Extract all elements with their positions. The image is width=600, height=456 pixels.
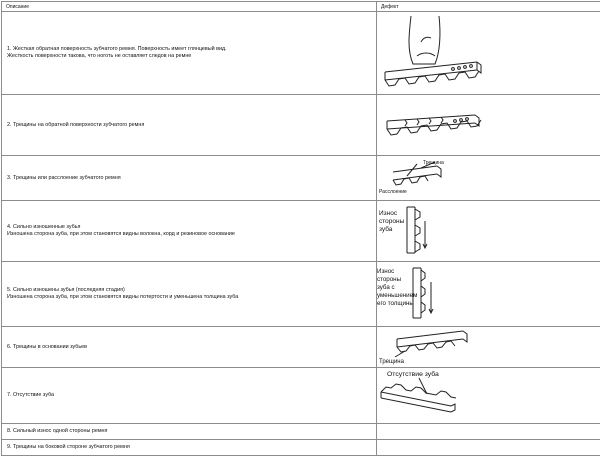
delamination-illustration	[377, 156, 600, 200]
header-description: Описание	[2, 2, 377, 12]
defect-illustration-cell	[377, 262, 600, 327]
worn-teeth-illustration	[377, 201, 600, 261]
defect-illustration-cell	[377, 95, 600, 156]
description-line: Изношена сторона зуба, при этом становятся видны волокна, корд и резиновое основание	[7, 231, 376, 238]
description-line: 4. Сильно изношенные зубья	[7, 224, 376, 231]
defect-illustration-cell	[377, 327, 600, 368]
row-description	[2, 424, 377, 440]
table-row	[2, 327, 600, 368]
missing-tooth-illustration	[377, 368, 600, 423]
description-line: 8. Сильный износ одной стороны ремня	[7, 428, 376, 435]
label-line: уменьшением	[377, 292, 417, 299]
label-line: зуба	[379, 225, 393, 233]
description-line: 5. Сильно изношены зубья (последняя стадия)	[7, 287, 376, 294]
table-row	[2, 262, 600, 327]
row-description	[2, 201, 377, 262]
label-line: Износ	[379, 210, 398, 217]
label-line: зуба с	[377, 284, 395, 291]
description-line: Изношена сторона зуба, при этом становятся видны потертости и уменьшена толщина зуба	[7, 294, 376, 301]
defect-illustration-cell	[377, 12, 600, 95]
row-description	[2, 327, 377, 368]
table-row	[2, 440, 600, 456]
label-wear	[379, 210, 406, 233]
label-crack: Трещина	[379, 359, 405, 365]
row-description	[2, 156, 377, 201]
table-row	[2, 95, 600, 156]
defect-illustration-cell	[377, 424, 600, 440]
row-description	[2, 12, 377, 95]
table-row	[2, 12, 600, 95]
hardened-belt-illustration	[377, 12, 600, 94]
table-header-row	[2, 2, 600, 12]
severe-wear-illustration	[377, 262, 600, 326]
label-crack: Трещина	[423, 160, 444, 166]
row-description	[2, 95, 377, 156]
description-line: Жесткость поверхности такова, что ноготь не оставляет следов на ремне	[7, 53, 376, 60]
table-row	[2, 368, 600, 424]
table-row	[2, 201, 600, 262]
defect-illustration-cell	[377, 440, 600, 456]
back-cracks-illustration	[377, 95, 600, 155]
header-defect: Дефект	[377, 2, 600, 12]
description-line: 3. Трещины или расслоение зубчатого ремня	[7, 175, 376, 182]
table-row	[2, 424, 600, 440]
description-line: 1. Жесткая обратная поверхность зубчатого ремня. Поверхность имеет глянцевый вид.	[7, 46, 376, 53]
description-line: 7. Отсутствие зуба	[7, 392, 376, 399]
row-description	[2, 440, 377, 456]
label-line: стороны	[377, 276, 402, 283]
description-line: 9. Трещины на боковой стороне зубчатого ремня	[7, 444, 376, 451]
row-description	[2, 368, 377, 424]
defect-illustration-cell	[377, 201, 600, 262]
defect-illustration-cell	[377, 156, 600, 201]
description-line: 6. Трещины в основании зубьев	[7, 344, 376, 351]
label-line: его толщины	[377, 300, 414, 307]
defect-illustration-cell	[377, 368, 600, 424]
table-row	[2, 156, 600, 201]
label-line: стороны	[379, 218, 405, 225]
label-missing-tooth: Отсутствие зуба	[387, 370, 439, 378]
description-line: 2. Трещины на обратной поверхности зубчатого ремня	[7, 122, 376, 129]
root-cracks-illustration	[377, 327, 600, 367]
row-description	[2, 262, 377, 327]
label-delamination: Расслоение	[379, 189, 407, 195]
defects-table	[1, 1, 600, 456]
label-line: Износ	[377, 268, 394, 275]
